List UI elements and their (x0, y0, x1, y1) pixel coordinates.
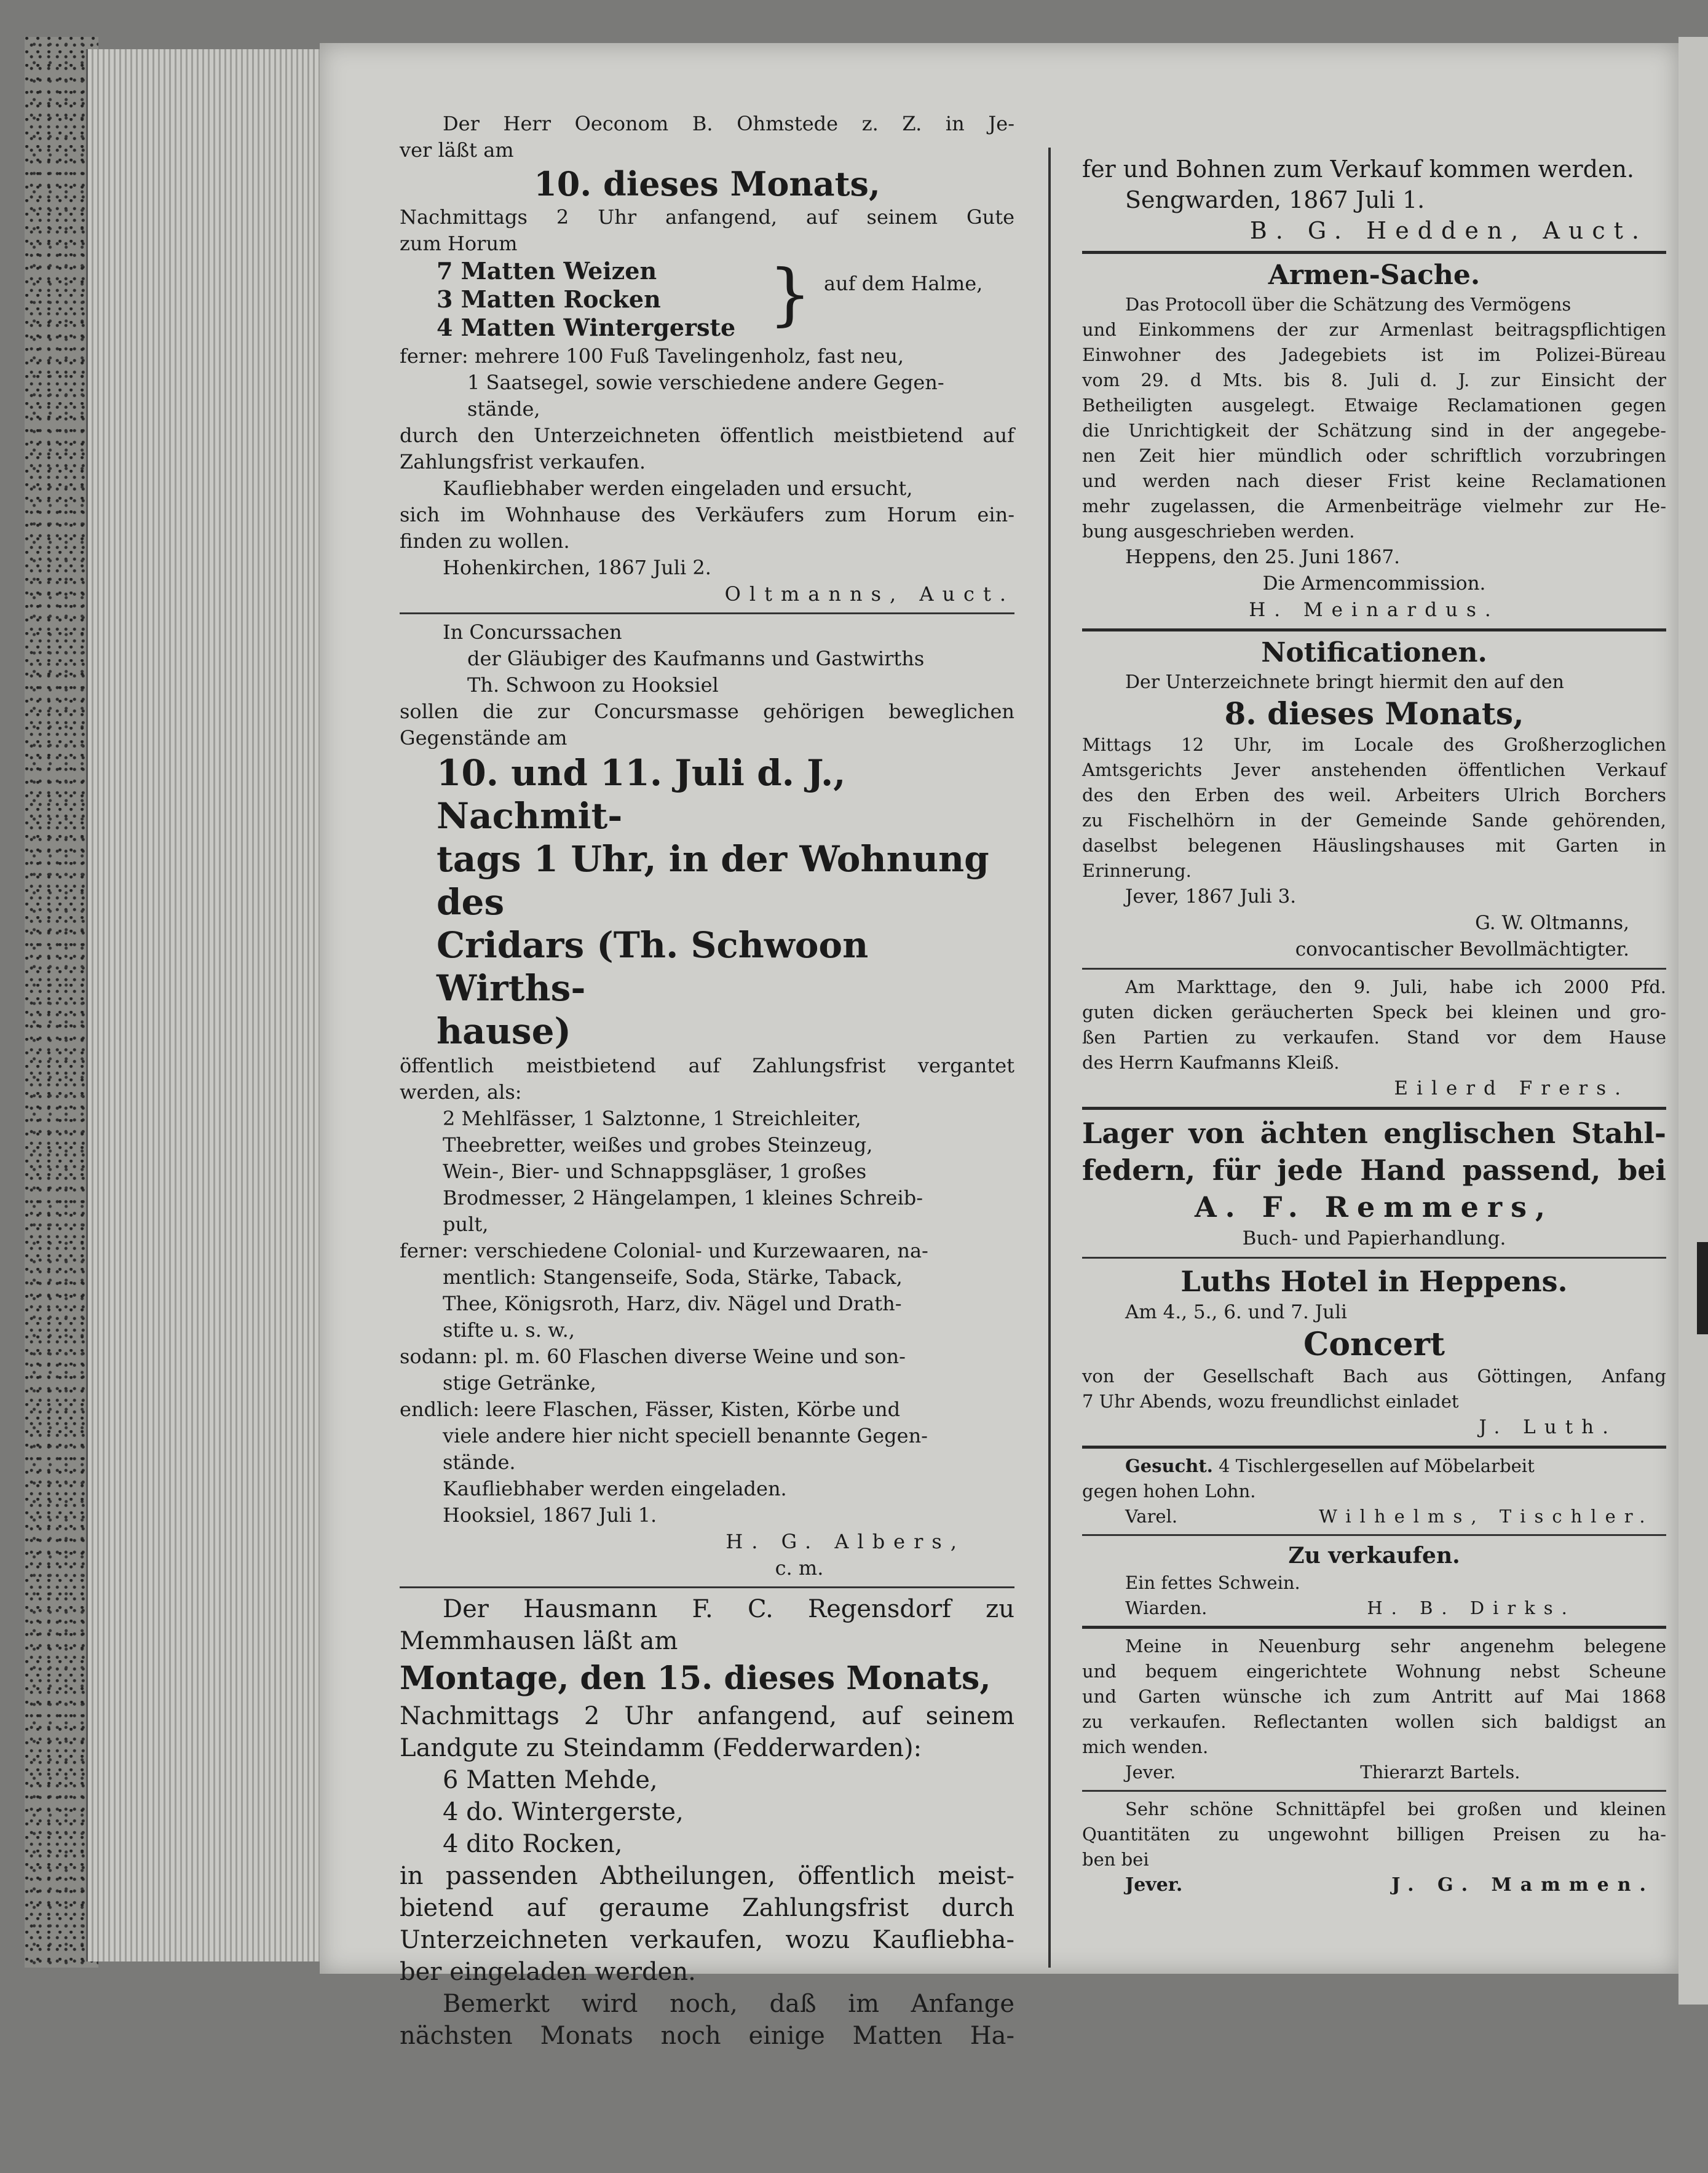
ad-text: Am Markttage, den 9. Juli, habe ich 2000 Pfd. (1125, 976, 1666, 997)
ad-text: Buch- und Papierhandlung. (1242, 1227, 1506, 1249)
brace-note: auf dem Halme, (824, 272, 983, 295)
ad-text: stände. (443, 1451, 516, 1474)
ad-text: Nachmittags 2 Uhr anfangend, auf seinem (400, 1702, 1014, 1730)
ad-signature-note: convocantischer Bevollmächtigter. (1295, 938, 1629, 960)
ad-text: Der Herr Oeconom B. Ohmstede z. Z. in Je- (443, 112, 1014, 135)
ad-text: ver läßt am (400, 138, 514, 162)
ad-text: ben bei (1082, 1849, 1149, 1870)
ad-text: die Unrichtigkeit der Schätzung sind in der angegebe- (1082, 420, 1666, 441)
ad-text: Memmhausen läßt am (400, 1627, 678, 1655)
ad-organisation: Die Armencommission. (1262, 572, 1486, 595)
ad-schnittaepfel (1082, 1797, 1666, 1898)
ad-place: Jever. (1125, 1874, 1183, 1896)
section-heading: Zu verkaufen. (1288, 1543, 1460, 1569)
ad-text: ber eingeladen werden. (400, 1958, 696, 1986)
ad-signature: H. G. Albers, (726, 1530, 965, 1553)
ad-text: durch den Unterzeichneten öffentlich meistbietend auf (400, 424, 1014, 447)
ad-separator (1082, 1790, 1666, 1792)
crop-item: 4 Matten Wintergerste (437, 314, 736, 341)
ad-text: mentlich: Stangenseife, Soda, Stärke, Taback, (443, 1265, 903, 1289)
ad-text: Das Protocoll über die Schätzung des Vermögens (1125, 294, 1572, 315)
section-heading: Luths Hotel in Heppens. (1180, 1265, 1568, 1298)
ad-separator (1082, 1257, 1666, 1259)
ad-ohmstede (400, 111, 1014, 608)
ad-text: stände, (467, 397, 540, 421)
ad-text: des Herrn Kaufmanns Kleiß. (1082, 1052, 1340, 1073)
ad-signature: Thierarzt Bartels. (1360, 1762, 1520, 1783)
ad-text: Kaufliebhaber werden eingeladen und ersucht, (443, 477, 913, 500)
ad-text: Brodmesser, 2 Hängelampen, 1 kleines Schreib- (443, 1186, 923, 1209)
ad-text: Meine in Neuenburg sehr angenehm belegene (1125, 1636, 1666, 1656)
ad-place-date: Jever, 1867 Juli 3. (1125, 885, 1297, 908)
left-column (400, 111, 1014, 2052)
ad-gesucht (1082, 1454, 1666, 1529)
ad-text: Wein-, Bier- und Schnappsgläser, 1 großes (443, 1160, 867, 1183)
ad-text: bung ausgeschrieben werden. (1082, 521, 1355, 542)
ad-separator (1082, 1534, 1666, 1536)
ad-big-heading: federn, für jede Hand passend, bei (1082, 1154, 1666, 1187)
crop-item: 7 Matten Weizen (437, 257, 657, 285)
ad-text: und bequem eingerichtete Wohnung nebst Scheune (1082, 1661, 1666, 1682)
ad-separator (1082, 1626, 1666, 1629)
ad-text: fer und Bohnen zum Verkauf kommen werden. (1082, 156, 1635, 183)
ad-regensdorf (400, 1593, 1014, 2052)
column-divider (1048, 148, 1051, 1968)
ad-text: Th. Schwoon zu Hooksiel (467, 673, 719, 697)
ad-signature: Oltmanns, Auct. (724, 582, 1014, 606)
ad-text: endlich: leere Flaschen, Fässer, Kisten, Körbe und (400, 1398, 901, 1421)
ad-text: Erinnerung. (1082, 860, 1192, 881)
ad-place: Jever. (1125, 1762, 1176, 1783)
ad-text: sodann: pl. m. 60 Flaschen diverse Weine und son- (400, 1345, 906, 1368)
ad-label: Gesucht. (1125, 1455, 1213, 1476)
crop-list (400, 257, 1014, 343)
ad-separator (400, 612, 1014, 614)
ad-big-heading: Cridars (Th. Schwoon Wirths- (437, 924, 869, 1009)
ad-text: daselbst belegenen Häuslingshauses mit Garten in (1082, 835, 1666, 856)
ad-text: zu verkaufen. Reflectanten wollen sich baldigst an (1082, 1711, 1666, 1732)
ad-separator (1082, 968, 1666, 970)
ad-text: ferner: mehrere 100 Fuß Tavelingenholz, fast neu, (400, 344, 904, 368)
section-heading: Armen-Sache. (1268, 259, 1481, 291)
ad-signature-note: c. m. (775, 1556, 824, 1580)
ad-text: von der Gesellschaft Bach aus Göttingen, Anfang (1082, 1366, 1666, 1387)
crop-item: 3 Matten Rocken (437, 285, 661, 313)
ad-date-heading: 10. dieses Monats, (534, 164, 880, 204)
ad-text: Sehr schöne Schnittäpfel bei großen und kleinen (1125, 1799, 1666, 1819)
ad-separator (1082, 1446, 1666, 1449)
ad-speck (1082, 975, 1666, 1102)
ad-text: bietend auf geraume Zahlungsfrist durch (400, 1894, 1014, 1922)
ad-signature: H. Meinardus. (1249, 599, 1500, 621)
ad-separator (1082, 251, 1666, 254)
ad-text: Mittags 12 Uhr, im Locale des Großherzoglichen (1082, 734, 1666, 755)
right-column (1082, 154, 1666, 1898)
ad-notificationen (1082, 636, 1666, 963)
ad-separator (1082, 628, 1666, 631)
ad-text: ferner: verschiedene Colonial- und Kurzewaaren, na- (400, 1239, 928, 1262)
next-page-edge (1678, 37, 1708, 2005)
ad-text: und Garten wünsche ich zum Antritt auf Mai 1868 (1082, 1686, 1666, 1707)
ad-text: Zahlungsfrist verkaufen. (400, 450, 646, 473)
ad-big-heading: 10. und 11. Juli d. J., Nachmit- (437, 752, 846, 837)
ad-text: Einwohner des Jadegebiets ist im Polizei-Büreau (1082, 344, 1666, 365)
ad-text: zu Fischelhörn in der Gemeinde Sande gehörenden, (1082, 810, 1666, 831)
ad-text: nen Zeit hier mündlich oder schriftlich vorzubringen (1082, 445, 1666, 466)
ad-place: Wiarden. (1125, 1597, 1208, 1618)
ad-text: 7 Uhr Abends, wozu freundlichst einladet (1082, 1391, 1459, 1412)
ad-place: Varel. (1125, 1506, 1178, 1527)
ad-text: 4 Tischlergesellen auf Möbelarbeit (1219, 1455, 1535, 1476)
ad-text: 4 do. Wintergerste, (443, 1798, 684, 1826)
ad-text: sich im Wohnhause des Verkäufers zum Horum ein- (400, 503, 1014, 526)
ad-text: 4 dito Rocken, (443, 1830, 623, 1858)
ad-text: Landgute zu Steindamm (Fedderwarden): (400, 1734, 922, 1762)
ad-signature: J. G. Mammen. (1391, 1874, 1655, 1896)
ad-text: in passenden Abtheilungen, öffentlich meist- (400, 1862, 1014, 1890)
ad-text: und werden nach dieser Frist keine Reclamationen (1082, 470, 1666, 491)
ad-text: Nachmittags 2 Uhr anfangend, auf seinem Gute (400, 205, 1014, 229)
ad-text: viele andere hier nicht speciell benannte Gegen- (443, 1424, 928, 1447)
ad-big-heading: A. F. Remmers, (1194, 1190, 1554, 1224)
ad-text: Unterzeichneten verkaufen, wozu Kaufliebha- (400, 1926, 1014, 1954)
ad-text: gegen hohen Lohn. (1082, 1481, 1256, 1502)
ad-text: Betheiligten ausgelegt. Etwaige Reclamationen gegen (1082, 395, 1666, 416)
ad-text: werden, als: (400, 1080, 522, 1104)
ad-signature: Wilhelms, Tischler. (1319, 1506, 1654, 1527)
ad-big-heading: tags 1 Uhr, in der Wohnung des (437, 838, 989, 923)
ad-text: mehr zugelassen, die Armenbeiträge vielmehr zur He- (1082, 496, 1666, 517)
ad-neuenburg (1082, 1634, 1666, 1785)
ad-text: finden zu wollen. (400, 529, 570, 553)
ad-text: 2 Mehlfässer, 1 Salztonne, 1 Streichleiter, (443, 1107, 861, 1130)
ad-text: mich wenden. (1082, 1736, 1209, 1757)
ad-text: 1 Saatsegel, sowie verschiedene andere Gegen- (467, 371, 944, 394)
ad-text: öffentlich meistbietend auf Zahlungsfrist vergantet (400, 1054, 1014, 1077)
ad-text: Theebretter, weißes und grobes Steinzeug, (443, 1133, 873, 1157)
ad-place-date: Sengwarden, 1867 Juli 1. (1125, 186, 1425, 213)
ad-text: Der Unterzeichnete bringt hiermit den auf den (1125, 671, 1564, 693)
ad-text: Ein fettes Schwein. (1125, 1572, 1300, 1593)
ad-separator (1082, 1107, 1666, 1110)
ad-text: Kaufliebhaber werden eingeladen. (443, 1477, 787, 1500)
ad-big-heading: Lager von ächten englischen Stahl- (1082, 1117, 1666, 1150)
ad-signature: G. W. Oltmanns, (1475, 912, 1629, 934)
ad-text: ßen Partien zu verkaufen. Stand vor dem Hause (1082, 1027, 1666, 1048)
ad-date-heading: 8. dieses Monats, (1224, 695, 1524, 732)
ad-text: stige Getränke, (443, 1371, 596, 1395)
ad-text: Am 4., 5., 6. und 7. Juli (1125, 1301, 1347, 1323)
ad-text: In Concurssachen (443, 620, 622, 644)
ad-text: Thee, Königsroth, Harz, div. Nägel und Drath- (443, 1292, 902, 1315)
brace-symbol: } (769, 255, 812, 333)
ad-text: Der Hausmann F. C. Regensdorf zu (443, 1595, 1014, 1623)
ad-concurs (400, 619, 1014, 1581)
ad-text: Quantitäten zu ungewohnt billigen Preisen zu ha- (1082, 1824, 1666, 1845)
dark-tab-mark (1697, 1242, 1708, 1334)
ad-signature: B. G. Hedden, Auct. (1249, 217, 1648, 244)
ad-armen-sache (1082, 259, 1666, 623)
page-stack-edges (86, 49, 328, 1961)
ad-text: Amtsgerichts Jever anstehenden öffentlichen Verkauf (1082, 759, 1666, 780)
ad-text: des den Erben des weil. Arbeiters Ulrich Borchers (1082, 785, 1666, 805)
ad-signature: Eilerd Frers. (1394, 1077, 1629, 1099)
ad-text: 6 Matten Mehde, (443, 1766, 658, 1794)
ad-text: zum Horum (400, 232, 518, 255)
ad-zu-verkaufen (1082, 1541, 1666, 1621)
ad-separator (400, 1586, 1014, 1588)
ad-date-heading: Montage, den 15. dieses Monats, (400, 1660, 991, 1697)
ad-text: und Einkommens der zur Armenlast beitragspflichtigen (1082, 319, 1666, 340)
ad-luths-hotel (1082, 1264, 1666, 1441)
ad-text: vom 29. d Mts. bis 8. Juli d. J. zur Einsicht der (1082, 370, 1666, 390)
section-heading: Notificationen. (1261, 637, 1487, 668)
ad-place-date: Heppens, den 25. Juni 1867. (1125, 546, 1401, 568)
ad-big-heading: hause) (437, 1010, 571, 1052)
ad-signature: J. Luth. (1479, 1416, 1617, 1438)
ad-hedden (1082, 154, 1666, 246)
ad-lager-stahlfedern (1082, 1115, 1666, 1252)
ad-text: Bemerkt wird noch, daß im Anfange (443, 1990, 1014, 2018)
ad-place-date: Hooksiel, 1867 Juli 1. (443, 1503, 657, 1527)
ad-text: Gegenstände am (400, 726, 567, 750)
ad-signature: H. B. Dirks. (1367, 1597, 1576, 1618)
ad-big-heading: Concert (1303, 1326, 1445, 1363)
ad-text: guten dicken geräucherten Speck bei kleinen und gro- (1082, 1002, 1666, 1023)
ad-place-date: Hohenkirchen, 1867 Juli 2. (443, 556, 711, 579)
ad-text: nächsten Monats noch einige Matten Ha- (400, 2022, 1014, 2050)
ad-text: sollen die zur Concursmasse gehörigen beweglichen (400, 700, 1014, 723)
ad-text: der Gläubiger des Kaufmanns und Gastwirths (467, 647, 925, 670)
ad-text: stifte u. s. w., (443, 1318, 575, 1342)
ad-text: pult, (443, 1213, 489, 1236)
